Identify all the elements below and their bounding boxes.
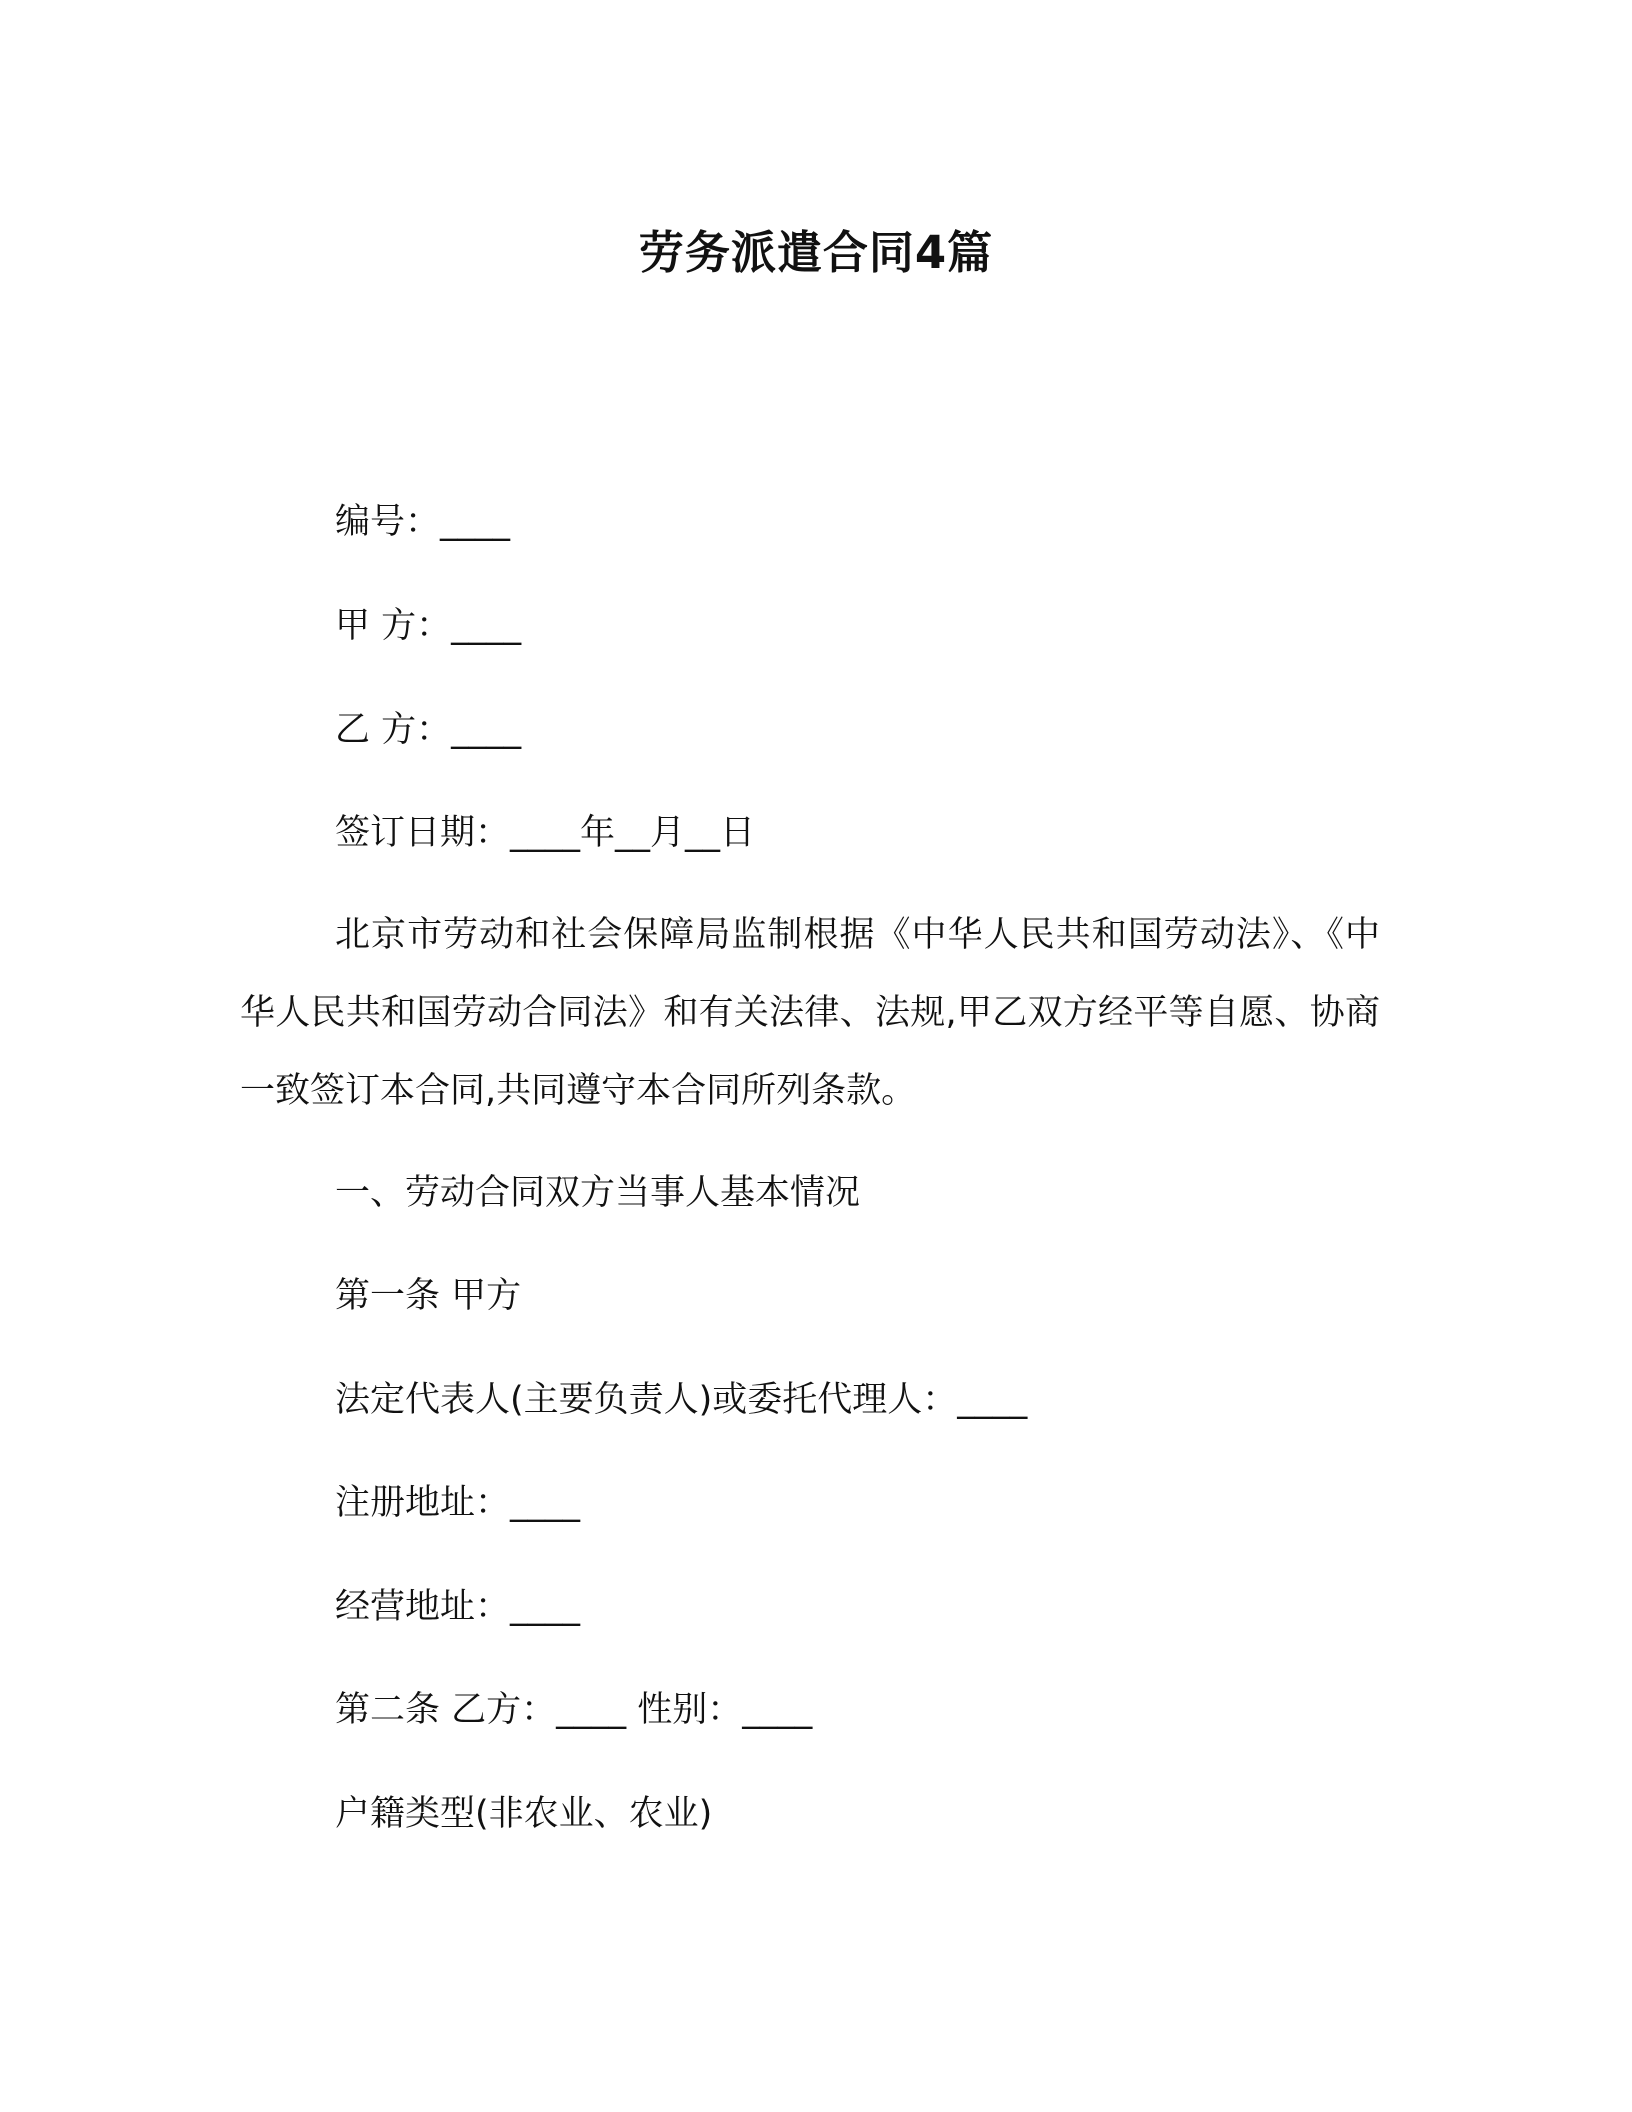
contract-number-field: 编号：____ xyxy=(335,502,511,542)
party-b-field: 乙 方：____ xyxy=(335,710,522,750)
intro-paragraph: 北京市劳动和社会保障局监制根据《中华人民共和国劳动法》、《中华人民共和国劳动合同法》和有关法律、法规,甲乙双方经平等自愿、协商一致签订本合同,共同遵守本合同所列条款。 xyxy=(240,915,1380,1111)
registered-address-field: 注册地址：____ xyxy=(335,1483,581,1523)
legal-representative-field: 法定代表人(主要负责人)或委托代理人：____ xyxy=(335,1380,1028,1420)
article-2-party-b-line: 第二条 乙方：____ 性别：____ xyxy=(335,1690,813,1730)
article-1-heading: 第一条 甲方 xyxy=(335,1276,522,1316)
section-1-heading: 一、劳动合同双方当事人基本情况 xyxy=(335,1173,861,1213)
household-type-field: 户籍类型(非农业、农业) xyxy=(335,1794,713,1834)
sign-date-field: 签订日期：____年__月__日 xyxy=(335,813,756,853)
document-title: 劳务派遣合同4篇 xyxy=(638,226,994,279)
party-a-field: 甲 方：____ xyxy=(335,606,522,646)
business-address-field: 经营地址：____ xyxy=(335,1587,581,1627)
